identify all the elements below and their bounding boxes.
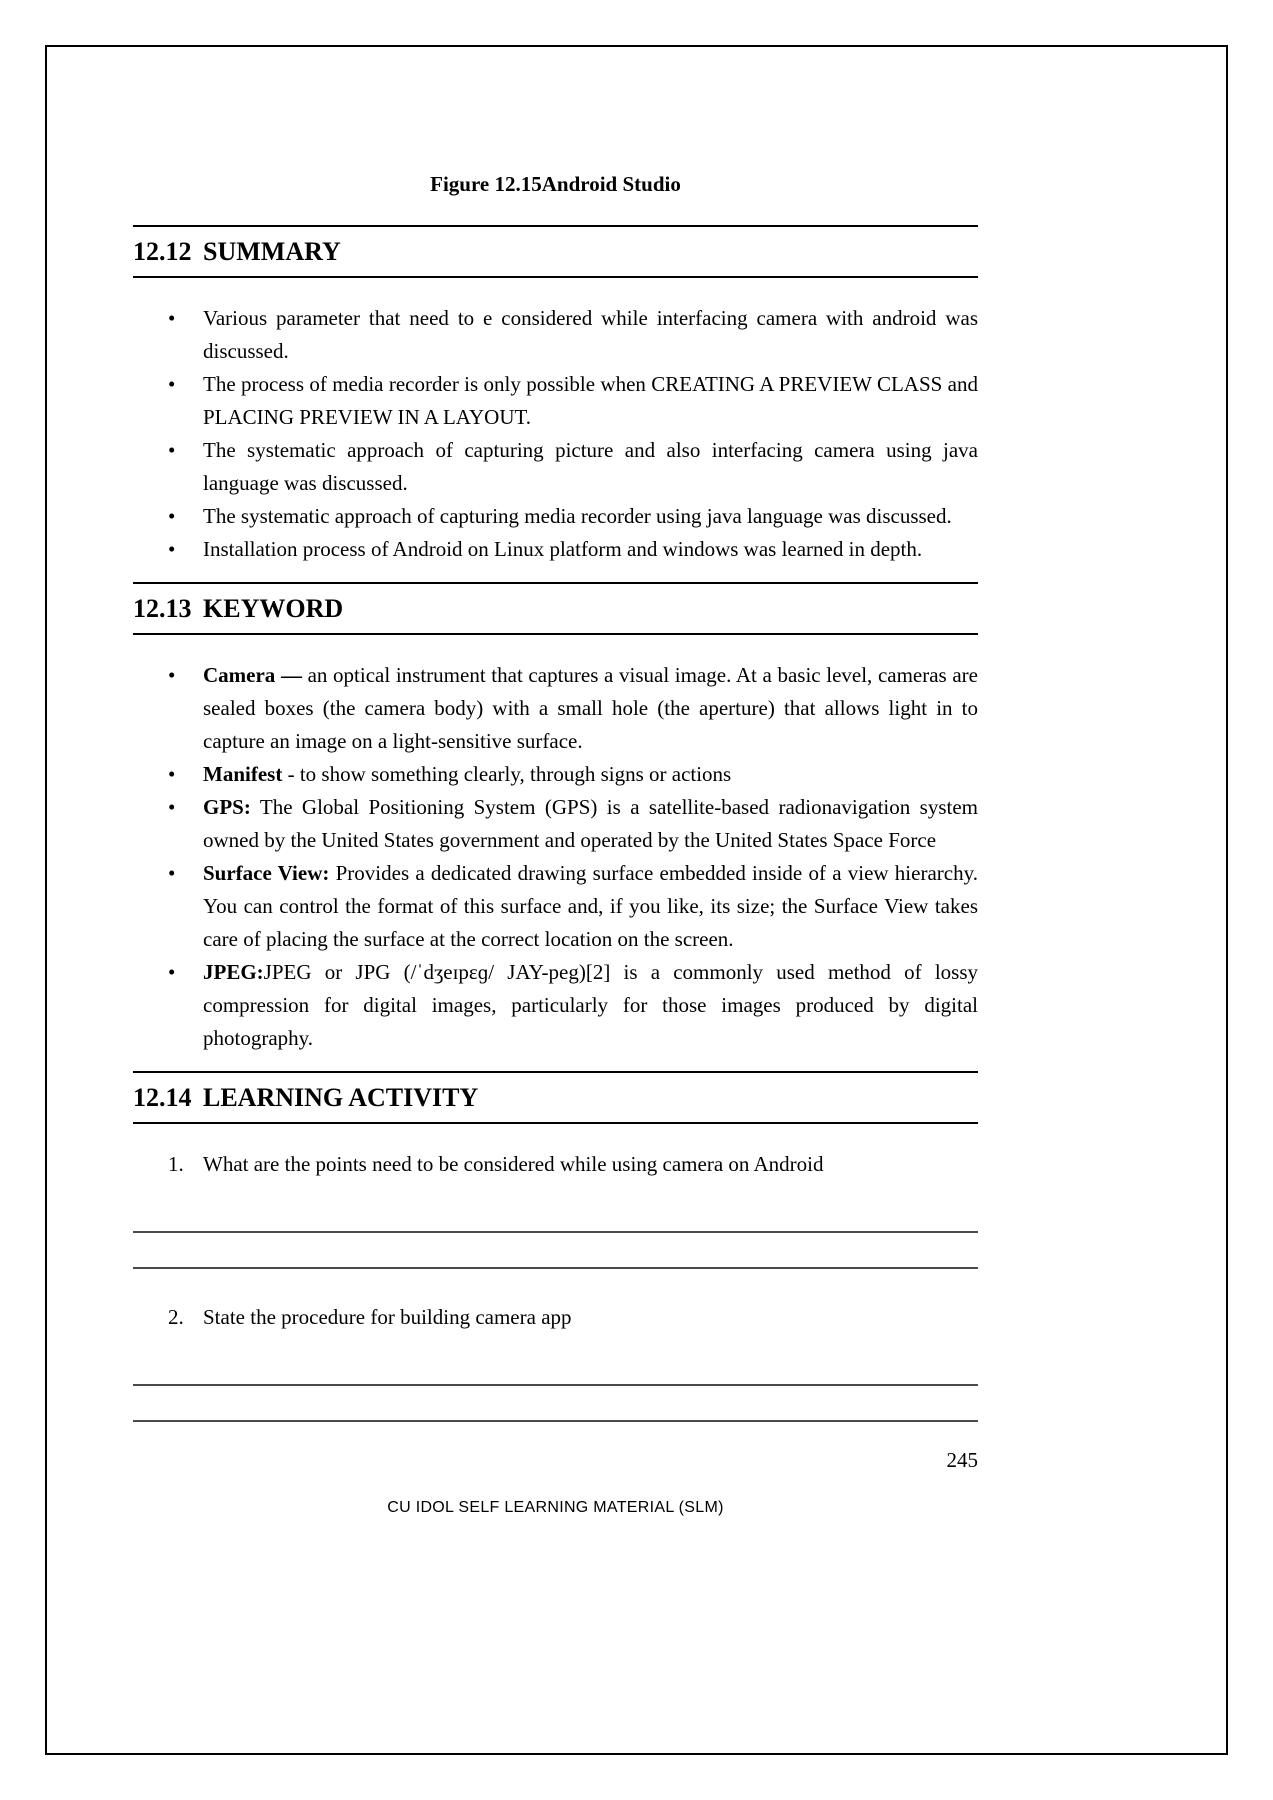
bullet-text: Various parameter that need to e considered while interfacing camera with android was discussed.	[203, 306, 978, 363]
bullet-text: The systematic approach of capturing media recorder using java language was discussed.	[203, 504, 952, 528]
keyword-definition: The Global Positioning System (GPS) is a satellite-based radionavigation system owned by the United States government and operated by the United States Space Force	[203, 795, 978, 852]
heading-title: LEARNING ACTIVITY	[203, 1083, 479, 1112]
section-heading	[133, 1071, 978, 1124]
page-number: 245	[946, 1448, 978, 1472]
question-list	[133, 1148, 978, 1422]
keyword-definition: Provides a dedicated drawing surface embedded inside of a view hierarchy. You can control the format of this surface and, if you like, its size; the Surface View takes care of placing the surface at the correct location on the screen.	[203, 861, 978, 951]
spacer	[133, 1269, 978, 1297]
section-heading	[133, 225, 978, 278]
bullet-item	[133, 791, 978, 857]
answer-line	[133, 1233, 978, 1269]
question-number: 1.	[168, 1152, 184, 1176]
bullet-item	[133, 500, 978, 533]
page-content	[133, 168, 978, 1524]
bullet-item	[133, 533, 978, 566]
question-item	[133, 1148, 978, 1181]
heading-number: 12.12	[133, 237, 192, 266]
heading-number: 12.14	[133, 1083, 192, 1112]
keyword-term: Camera —	[203, 663, 308, 687]
keyword-definition: JPEG or JPG (/ˈdʒeɪpɛɡ/ JAY-peg)[2] is a commonly used method of lossy compression for digital images, particularly for those images produced by digital photography.	[203, 960, 978, 1050]
bullet-icon: •	[168, 306, 176, 330]
bullet-icon: •	[168, 504, 176, 528]
keyword-definition: - to show something clearly, through signs or actions	[282, 762, 732, 786]
footer-text: CU IDOL SELF LEARNING MATERIAL (SLM)	[387, 1499, 724, 1516]
bullet-icon: •	[168, 537, 176, 561]
bullet-icon: •	[168, 960, 176, 984]
keyword-term: Manifest	[203, 762, 283, 786]
bullet-list	[133, 302, 978, 566]
bullet-icon: •	[168, 861, 176, 885]
section-summary	[133, 225, 978, 566]
bullet-item	[133, 368, 978, 434]
bullet-text: The systematic approach of capturing picture and also interfacing camera using java language was discussed.	[203, 438, 978, 495]
bullet-icon: •	[168, 663, 176, 687]
bullet-icon: •	[168, 762, 176, 786]
bullet-text: Installation process of Android on Linux platform and windows was learned in depth.	[203, 537, 923, 561]
heading-number: 12.13	[133, 594, 192, 623]
keyword-term: JPEG:	[203, 960, 264, 984]
keyword-term: GPS:	[203, 795, 251, 819]
bullet-item	[133, 857, 978, 956]
bullet-item	[133, 434, 978, 500]
keyword-definition: an optical instrument that captures a visual image. At a basic level, cameras are sealed boxes (the camera body) with a small hole (the aperture) that allows light in to capture an image on a light-sensitive surface.	[203, 663, 978, 753]
bullet-item	[133, 659, 978, 758]
answer-line	[133, 1386, 978, 1422]
bullet-text: The process of media recorder is only possible when CREATING A PREVIEW CLASS and PLACING PREVIEW IN A LAYOUT.	[203, 372, 978, 429]
bullet-icon: •	[168, 372, 176, 396]
keyword-term: Surface View:	[203, 861, 330, 885]
answer-line	[133, 1181, 978, 1233]
question-item	[133, 1301, 978, 1334]
question-text: What are the points need to be considered while using camera on Android	[203, 1152, 824, 1176]
bullet-item	[133, 956, 978, 1055]
heading-title: KEYWORD	[203, 594, 344, 623]
section-learning-activity	[133, 1071, 978, 1422]
answer-line	[133, 1334, 978, 1386]
question-text: State the procedure for building camera app	[203, 1305, 572, 1329]
bullet-item	[133, 302, 978, 368]
question-number: 2.	[168, 1305, 184, 1329]
section-keyword	[133, 582, 978, 1055]
bullet-list	[133, 659, 978, 1055]
section-heading	[133, 582, 978, 635]
figure-caption: Figure 12.15Android Studio	[430, 172, 681, 196]
bullet-item	[133, 758, 978, 791]
bullet-icon: •	[168, 795, 176, 819]
bullet-icon: •	[168, 438, 176, 462]
heading-title: SUMMARY	[203, 237, 341, 266]
